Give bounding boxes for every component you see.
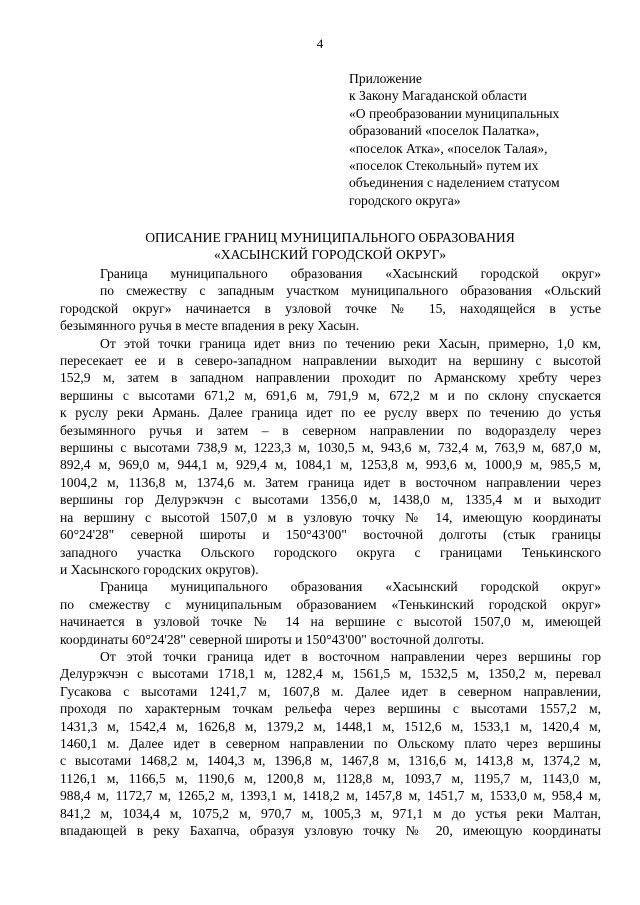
- body-line: 1004,2 м, 1136,8 м, 1374,6 м. Затем граница идет в восточном направлении через: [60, 474, 601, 490]
- appendix-line: к Закону Магаданской области: [349, 88, 527, 104]
- document-title: [60, 229, 600, 264]
- body-line: Граница муниципального образования «Хасынский городской округ»: [100, 579, 601, 595]
- document-body: [60, 265, 601, 839]
- appendix-line: «О преобразовании муниципальных: [349, 105, 560, 121]
- body-line: вершины с высотами 738,9 м, 1223,3 м, 1030,5 м, 943,6 м, 732,4 м, 763,9 м, 687,0 м,: [60, 440, 601, 456]
- body-line: на вершину с высотой 1507,0 м в узловую точку № 14, имеющую координаты: [60, 509, 601, 525]
- body-line: по смежеству с западным участком муниципального образования «Ольский: [100, 283, 601, 299]
- body-line: 152,9 м, затем в западном направлении проходит по Арманскому хребту через: [60, 370, 601, 386]
- body-line: впадающей в реку Бахапча, образуя узловую точку № 20, имеющую координаты: [60, 823, 601, 838]
- body-line: 1431,3 м, 1542,4 м, 1626,8 м, 1379,2 м, 1448,1 м, 1512,6 м, 1533,1 м, 1420,4 м,: [60, 718, 601, 734]
- appendix-line: Приложение: [349, 71, 422, 86]
- body-line: с высотами 1468,2 м, 1404,3 м, 1396,8 м, 1467,8 м, 1316,6 м, 1413,8 м, 1374,2 м,: [60, 753, 601, 769]
- body-line: к руслу реки Армань. Далее граница идет по ее руслу вверх по течению до устья: [60, 405, 601, 421]
- body-line: От этой точки граница идет в восточном направлении через вершины гор: [100, 648, 601, 664]
- body-line: городской округ» начинается в узловой точке № 15, находящейся в устье: [60, 300, 601, 316]
- body-line: пересекает ее и в северо-западном направлении выходит на вершину с высотой: [60, 353, 601, 369]
- body-line: Гусакова с высотами 1241,7 м, 1607,8 м. Далее идет в северном направлении,: [60, 683, 601, 699]
- body-line: Граница муниципального образования «Хасынский городской округ»: [100, 266, 601, 281]
- appendix-line: объединения с наделением статусом: [349, 175, 560, 191]
- body-line: 892,4 м, 969,0 м, 944,1 м, 929,4 м, 1084,1 м, 1253,8 м, 993,6 м, 1000,9 м, 985,5 м,: [60, 457, 601, 473]
- body-line: 1460,1 м. Далее идет в северном направлении по Ольскому плато через вершины: [60, 735, 601, 751]
- body-line: безымянного ручья и затем – в северном направлении по водоразделу через: [60, 422, 601, 438]
- body-line: Делурэкчэн с высотами 1718,1 м, 1282,4 м, 1561,5 м, 1532,5 м, 1350,2 м, перевал: [60, 666, 601, 682]
- body-line: 60°24'28" северной широты и 150°43'00" восточной долготы (стык границы: [60, 527, 601, 543]
- body-line: безымянного ручья в месте впадения в реку Хасын.: [60, 318, 360, 334]
- appendix-header: [349, 70, 599, 209]
- appendix-line: «поселок Стекольный» путем их: [349, 158, 539, 174]
- body-line: западного участка Ольского городского округа с границами Тенькинского: [60, 544, 601, 560]
- appendix-line: образований «поселок Палатка»,: [349, 123, 540, 139]
- body-line: вершины гор Делурэкчэн с высотами 1356,0 м, 1438,0 м, 1335,4 м и выходит: [60, 492, 601, 508]
- body-line: проходя по характерным точкам рельефа через вершины с высотами 1557,2 м,: [60, 701, 601, 717]
- body-line: 841,2 м, 1034,4 м, 1075,2 м, 970,7 м, 1005,3 м, 971,1 м до устья реки Малтан,: [60, 805, 601, 821]
- body-line: координаты 60°24'28" северной широты и 150°43'00" восточной долготы.: [60, 631, 485, 647]
- body-line: 988,4 м, 1172,7 м, 1265,2 м, 1393,1 м, 1418,2 м, 1457,8 м, 1451,7 м, 1533,0 м, 958,4 м,: [60, 788, 601, 804]
- body-line: От этой точки граница идет вниз по течению реки Хасын, примерно, 1,0 км,: [100, 335, 601, 351]
- body-line: по смежеству с муниципальным образованием «Тенькинский городской округ»: [60, 596, 601, 612]
- body-line: и Хасынского городских округов).: [60, 561, 259, 577]
- appendix-line: «поселок Атка», «поселок Талая»,: [349, 140, 548, 156]
- body-line: вершины с высотами 671,2 м, 691,6 м, 791,9 м, 672,2 м и по склону спускается: [60, 387, 601, 403]
- title-line: ОПИСАНИЕ ГРАНИЦ МУНИЦИПАЛЬНОГО ОБРАЗОВАНИЯ: [145, 230, 515, 245]
- body-line: 1126,1 м, 1166,5 м, 1190,6 м, 1200,8 м, 1128,8 м, 1093,7 м, 1195,7 м, 1143,0 м,: [60, 770, 601, 786]
- page-number: 4: [316, 36, 324, 51]
- appendix-line: городского округа»: [349, 192, 461, 208]
- title-line: «ХАСЫНСКИЙ ГОРОДСКОЙ ОКРУГ»: [213, 247, 446, 263]
- body-line: начинается в узловой точке № 14 на вершине с высотой 1507,0 м, имеющей: [60, 614, 601, 630]
